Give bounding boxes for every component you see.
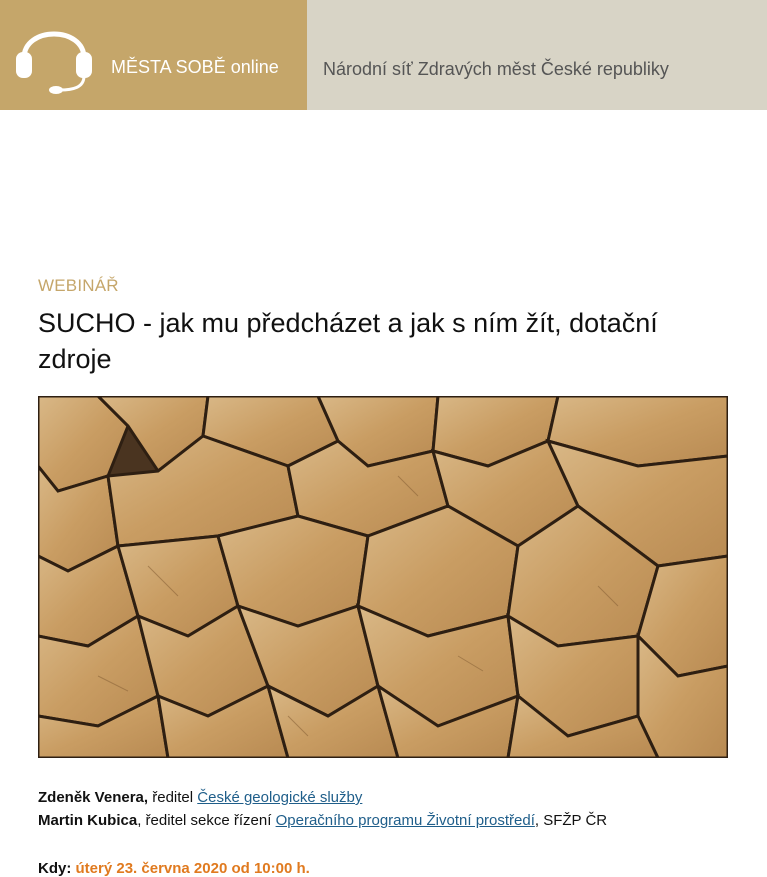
speaker-row [38, 786, 607, 809]
header [0, 0, 767, 110]
network-title: Národní síť Zdravých měst České republiky [323, 59, 669, 79]
brand-title: MĚSTA SOBĚ online [111, 57, 279, 77]
cracked-earth-image [38, 396, 728, 758]
headset-icon [14, 12, 94, 94]
date-value: úterý 23. června 2020 od 10:00 h. [75, 860, 310, 877]
speaker-suffix: , SFŽP ČR [534, 812, 608, 829]
speaker-organization-link[interactable]: České geologické služby [197, 789, 363, 806]
date-label: Kdy: [38, 860, 72, 877]
event-title: SUCHO - jak mu předcházet a jak s ním žít, dotační zdroje [38, 308, 658, 374]
event-date [38, 860, 310, 877]
speaker-role: , ředitel sekce řízení [137, 812, 276, 829]
speakers-list [38, 786, 607, 832]
event-type-label: WEBINÁŘ [38, 276, 119, 295]
network-banner [307, 0, 767, 110]
brand-banner[interactable] [0, 0, 307, 110]
cracked-earth-illustration [38, 396, 728, 758]
speaker-row [38, 809, 607, 832]
speaker-name: Martin Kubica [38, 812, 138, 829]
speaker-organization-link[interactable]: Operačního programu Životní prostředí [275, 812, 535, 829]
speaker-name: Zdeněk Venera, [38, 789, 149, 806]
speaker-role: ředitel [148, 789, 198, 806]
